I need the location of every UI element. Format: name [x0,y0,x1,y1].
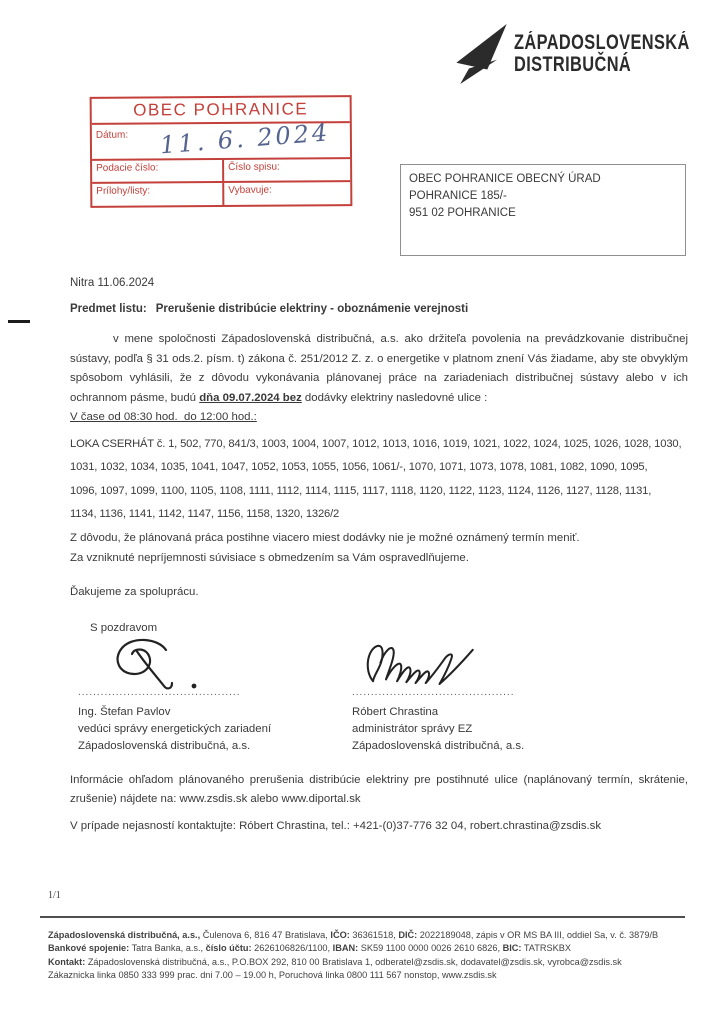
signatory-role: administrátor správy EZ [352,723,473,735]
scan-mark [8,320,30,323]
stamp-row-2 [92,182,350,206]
street-line: 1096, 1097, 1099, 1100, 1105, 1108, 1111, 1112, 1114, 1115, 1117, 1118, 1120, 1122, 1123, 1124, 1126, 1127, 1128, 1131, [70,484,652,497]
recipient-line: OBEC POHRANICE OBECNÝ ÚRAD [409,173,601,185]
stamp-attachments-cell: Prílohy/listy: [92,183,224,206]
page-number: 1/1 [48,890,61,901]
footer-line: Kontakt: Západoslovenská distribučná, a.s., P.O.BOX 292, 810 00 Bratislava 1, odberatel@zsdis.sk, dodavatel@zsdis.sk, vyrobca@zsdis.sk [48,956,622,967]
stamp-file-number-cell: Číslo spisu: [228,161,280,173]
stamp-title: OBEC POHRANICE [92,97,350,125]
signatory-name: Róbert Chrastina [352,706,439,718]
stamp-handler-cell: Vybavuje: [228,184,272,196]
signatory-company: Západoslovenská distribučná, a.s. [78,740,251,752]
handwritten-date: 11. 6. 2024 [159,118,332,160]
signatory-block-left [78,686,271,755]
signatory-block-right [352,686,524,755]
stamp-row-1 [92,159,350,184]
stamp-submission-number-cell: Podacie číslo: [92,160,224,182]
subject-label: Predmet listu: [70,303,147,315]
signature-robert-chrastina [362,640,482,692]
footer-divider [40,916,685,918]
footer-lines [48,929,683,983]
subject-text: Prerušenie distribúcie elektriny - oboznámenie verejnosti [155,303,469,315]
logo-wordmark [514,32,690,76]
intro-paragraph [70,330,688,408]
subject-line [70,303,468,315]
outage-time-range: V čase od 08:30 hod. do 12:00 hod.: [70,411,257,423]
contact-line: V prípade nejasností kontaktujte: Róbert Chrastina, tel.: +421-(0)37-776 32 04, robert.chrastina@zsdis.sk [70,820,602,832]
logo-text-line1: ZÁPADOSLOVENSKÁ [514,31,690,54]
signature-dotted-line: ........................................... [78,687,241,698]
registry-stamp [90,95,353,208]
info-paragraph: Informácie ohľadom plánovaného prerušenia distribúcie elektriny pre postihnuté ulice (naplánovaný termín, skrátenie, zrušenie) nájdete na: www.zsdis.sk alebo www.diportal.sk [70,774,688,805]
signature-dotted-line: ........................................... [352,687,515,698]
outage-date-emphasis: dňa 09.07.2024 bez [199,391,302,404]
street-line: 1031, 1032, 1034, 1035, 1041, 1047, 1052, 1053, 1055, 1056, 1061/-, 1070, 1071, 1073, 1078, 1081, 1082, 1090, 1095, [70,461,648,474]
intro-paragraph-tail: dodávky elektriny nasledovné ulice : [301,391,488,404]
recipient-line: 951 02 POHRANICE [409,207,516,219]
street-line: 1134, 1136, 1141, 1142, 1147, 1156, 1158, 1320, 1326/2 [70,507,340,520]
signatory-name: Ing. Štefan Pavlov [78,706,171,718]
thanks-line: Ďakujeme za spoluprácu. [70,586,199,598]
place-and-date: Nitra 11.06.2024 [70,277,155,289]
closing-line: S pozdravom [90,622,158,634]
street-line: LOKA CSERHÁT č. 1, 502, 770, 841/3, 1003, 1004, 1007, 1012, 1013, 1016, 1019, 1021, 1022, 1024, 1025, 1026, 1028, 1030, [70,438,682,450]
footer-line: Bankové spojenie: Tatra Banka, a.s., číslo účtu: 2626106826/1100, IBAN: SK59 1100 0000 0026 2610 6826, BIC: TATRSKBX [48,943,572,954]
recipient-address-box [400,164,686,256]
footer-line: Západoslovenská distribučná, a.s., Čulenova 6, 816 47 Bratislava, IČO: 36361518, DIČ: 2022189048, zápis v OR MS BA III, oddiel Sa, v. č. 3879/B [48,930,659,940]
footer-line: Zákaznicka linka 0850 333 999 prac. dni 7.00 – 19.00 h, Poruchová linka 0800 111 567 nonstop, www.zsdis.sk [48,970,497,981]
intro-paragraph-text: v mene spoločnosti Západoslovenská distribučná, a.s. ako držiteľa povolenia na prevádzkovanie distribučnej sústavy, podľa § 31 ods.2. písm. t) zákona č. 251/2012 Z. z. o energetike v platnom znení Vás žiadame, aby ste obvyklým spôsobom vyhlásili, že z dôvodu vykonávania plánovanej práce na zariadeniach distribučnej sústavy alebo v ich ochrannom pásme, budú [70,333,688,404]
lightning-bolt-icon [454,24,510,84]
logo-text-line2: DISTRIBUČNÁ [514,53,632,76]
recipient-line: POHRANICE 185/- [409,190,507,202]
explanation-paragraph [70,529,580,568]
explanation-line: Za vzniknuté nepríjemnosti súvisiace s obmedzením sa Vám ospravedlňujeme. [70,551,469,564]
company-logo [454,24,724,84]
signatory-company: Západoslovenská distribučná, a.s. [352,740,525,752]
affected-streets-list [70,433,695,526]
signatory-role: vedúci správy energetických zariadení [78,723,272,735]
explanation-line: Z dôvodu, že plánovaná práca postihne viacero miest dodávky nie je možné oznámený termín meniť. [70,532,580,544]
stamp-date-row [92,118,350,161]
stamp-date-label: Dátum: [95,129,129,141]
